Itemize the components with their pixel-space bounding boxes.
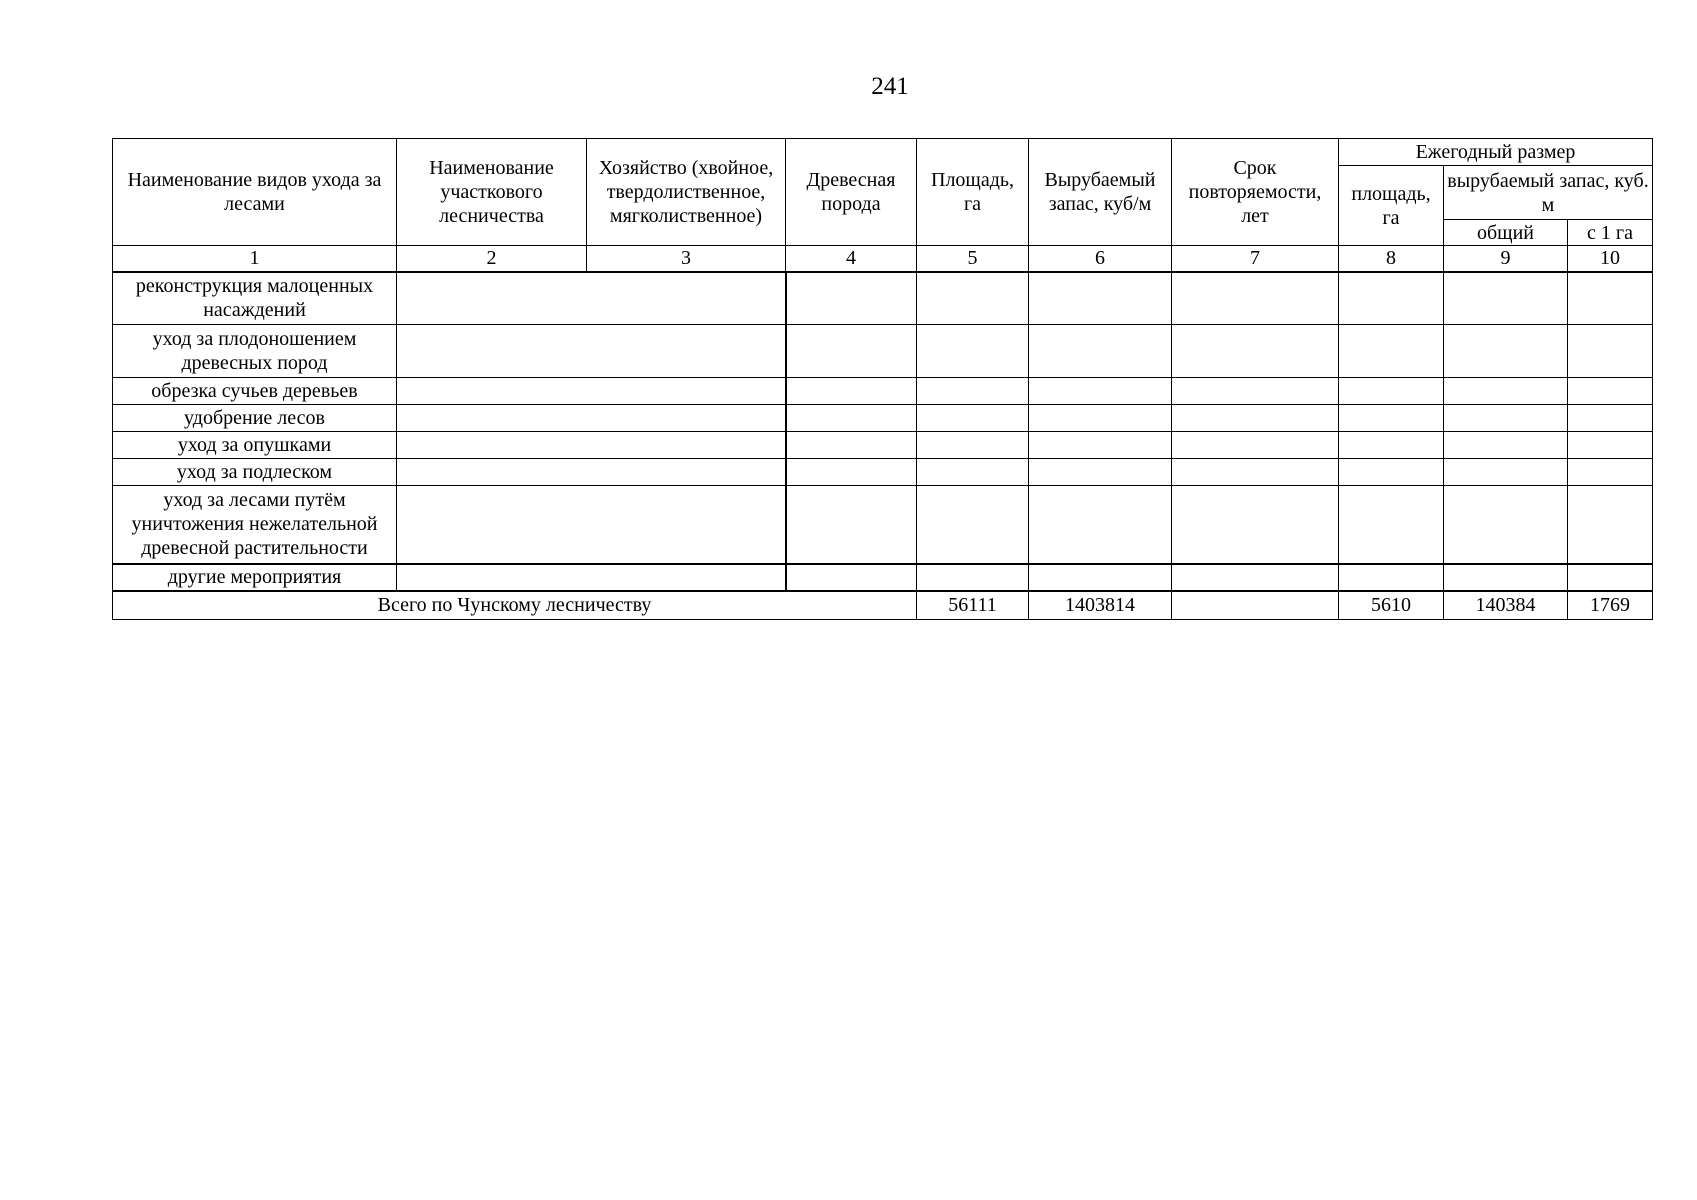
column-number-row (113, 246, 1653, 272)
forest-care-table (112, 138, 1653, 620)
area-cell (917, 272, 1029, 325)
species-cell (786, 325, 917, 378)
total-label: Всего по Чунскому лесничеству (113, 591, 917, 620)
column-number: 9 (1444, 246, 1568, 272)
annual-stock-per-ha-cell (1568, 486, 1653, 564)
annual-stock-per-ha-cell (1568, 564, 1653, 591)
species-cell (786, 486, 917, 564)
area-cell (917, 486, 1029, 564)
column-number: 7 (1172, 246, 1339, 272)
care-type-name: удобрение лесов (113, 405, 397, 432)
annual-stock-per-ha-cell (1568, 459, 1653, 486)
stock-cell (1029, 378, 1172, 405)
header-area: Площадь, га (917, 139, 1029, 246)
annual-stock-total-cell (1444, 486, 1568, 564)
district-cell (397, 272, 786, 325)
annual-area-cell (1339, 378, 1444, 405)
total-annual-stock-per-ha: 1769 (1568, 591, 1653, 620)
period-cell (1172, 405, 1339, 432)
annual-area-cell (1339, 432, 1444, 459)
total-row (113, 591, 1653, 620)
stock-cell (1029, 486, 1172, 564)
total-annual-area: 5610 (1339, 591, 1444, 620)
header-annual-area: площадь, га (1339, 166, 1444, 246)
area-cell (917, 432, 1029, 459)
district-cell (397, 405, 786, 432)
district-cell (397, 486, 786, 564)
table-row (113, 564, 1653, 591)
species-cell (786, 405, 917, 432)
care-type-name: уход за подлеском (113, 459, 397, 486)
column-number: 8 (1339, 246, 1444, 272)
annual-stock-per-ha-cell (1568, 272, 1653, 325)
annual-stock-total-cell (1444, 432, 1568, 459)
total-area: 56111 (917, 591, 1029, 620)
column-number: 3 (587, 246, 786, 272)
column-number: 1 (113, 246, 397, 272)
table-row (113, 378, 1653, 405)
header-tree-species: Древесная порода (786, 139, 917, 246)
column-number: 4 (786, 246, 917, 272)
column-number: 5 (917, 246, 1029, 272)
annual-stock-total-cell (1444, 272, 1568, 325)
period-cell (1172, 272, 1339, 325)
table-row (113, 432, 1653, 459)
header-annual-stock-group: вырубаемый запас, куб. м (1444, 166, 1653, 220)
annual-stock-total-cell (1444, 378, 1568, 405)
header-economy: Хозяйство (хвойное, твердолиственное, мягколиственное) (587, 139, 786, 246)
table-row (113, 459, 1653, 486)
species-cell (786, 432, 917, 459)
header-care-type: Наименование видов ухода за лесами (113, 139, 397, 246)
table-row (113, 486, 1653, 564)
header-district: Наименование участкового лесничества (397, 139, 587, 246)
district-cell (397, 564, 786, 591)
page-number: 241 (871, 73, 909, 100)
care-type-name: уход за лесами путём уничтожения нежелательной древесной растительности (113, 486, 397, 564)
period-cell (1172, 325, 1339, 378)
annual-stock-per-ha-cell (1568, 325, 1653, 378)
care-type-name: обрезка сучьев деревьев (113, 378, 397, 405)
total-annual-stock-total: 140384 (1444, 591, 1568, 620)
annual-area-cell (1339, 564, 1444, 591)
header-repeat-period: Срок повторяемости, лет (1172, 139, 1339, 246)
annual-stock-total-cell (1444, 405, 1568, 432)
district-cell (397, 432, 786, 459)
area-cell (917, 564, 1029, 591)
species-cell (786, 272, 917, 325)
total-period (1172, 591, 1339, 620)
table-row (113, 325, 1653, 378)
species-cell (786, 378, 917, 405)
area-cell (917, 378, 1029, 405)
annual-area-cell (1339, 459, 1444, 486)
annual-stock-per-ha-cell (1568, 405, 1653, 432)
care-type-name: уход за плодоношением древесных пород (113, 325, 397, 378)
period-cell (1172, 378, 1339, 405)
annual-area-cell (1339, 325, 1444, 378)
period-cell (1172, 486, 1339, 564)
column-number: 2 (397, 246, 587, 272)
species-cell (786, 564, 917, 591)
stock-cell (1029, 325, 1172, 378)
period-cell (1172, 459, 1339, 486)
annual-stock-per-ha-cell (1568, 432, 1653, 459)
district-cell (397, 459, 786, 486)
stock-cell (1029, 564, 1172, 591)
area-cell (917, 325, 1029, 378)
care-type-name: уход за опушками (113, 432, 397, 459)
header-annual-group: Ежегодный размер (1339, 139, 1653, 166)
table-row (113, 272, 1653, 325)
stock-cell (1029, 272, 1172, 325)
stock-cell (1029, 405, 1172, 432)
header-stock: Вырубаемый запас, куб/м (1029, 139, 1172, 246)
annual-area-cell (1339, 486, 1444, 564)
annual-stock-total-cell (1444, 459, 1568, 486)
stock-cell (1029, 459, 1172, 486)
period-cell (1172, 564, 1339, 591)
annual-stock-per-ha-cell (1568, 378, 1653, 405)
period-cell (1172, 432, 1339, 459)
annual-area-cell (1339, 405, 1444, 432)
care-type-name: реконструкция малоценных насаждений (113, 272, 397, 325)
stock-cell (1029, 432, 1172, 459)
column-number: 6 (1029, 246, 1172, 272)
column-number: 10 (1568, 246, 1653, 272)
care-type-name: другие мероприятия (113, 564, 397, 591)
table-row (113, 405, 1653, 432)
header-annual-stock-per-ha: с 1 га (1568, 220, 1653, 246)
area-cell (917, 459, 1029, 486)
species-cell (786, 459, 917, 486)
annual-stock-total-cell (1444, 325, 1568, 378)
district-cell (397, 325, 786, 378)
annual-stock-total-cell (1444, 564, 1568, 591)
total-stock: 1403814 (1029, 591, 1172, 620)
area-cell (917, 405, 1029, 432)
district-cell (397, 378, 786, 405)
annual-area-cell (1339, 272, 1444, 325)
header-annual-stock-total: общий (1444, 220, 1568, 246)
